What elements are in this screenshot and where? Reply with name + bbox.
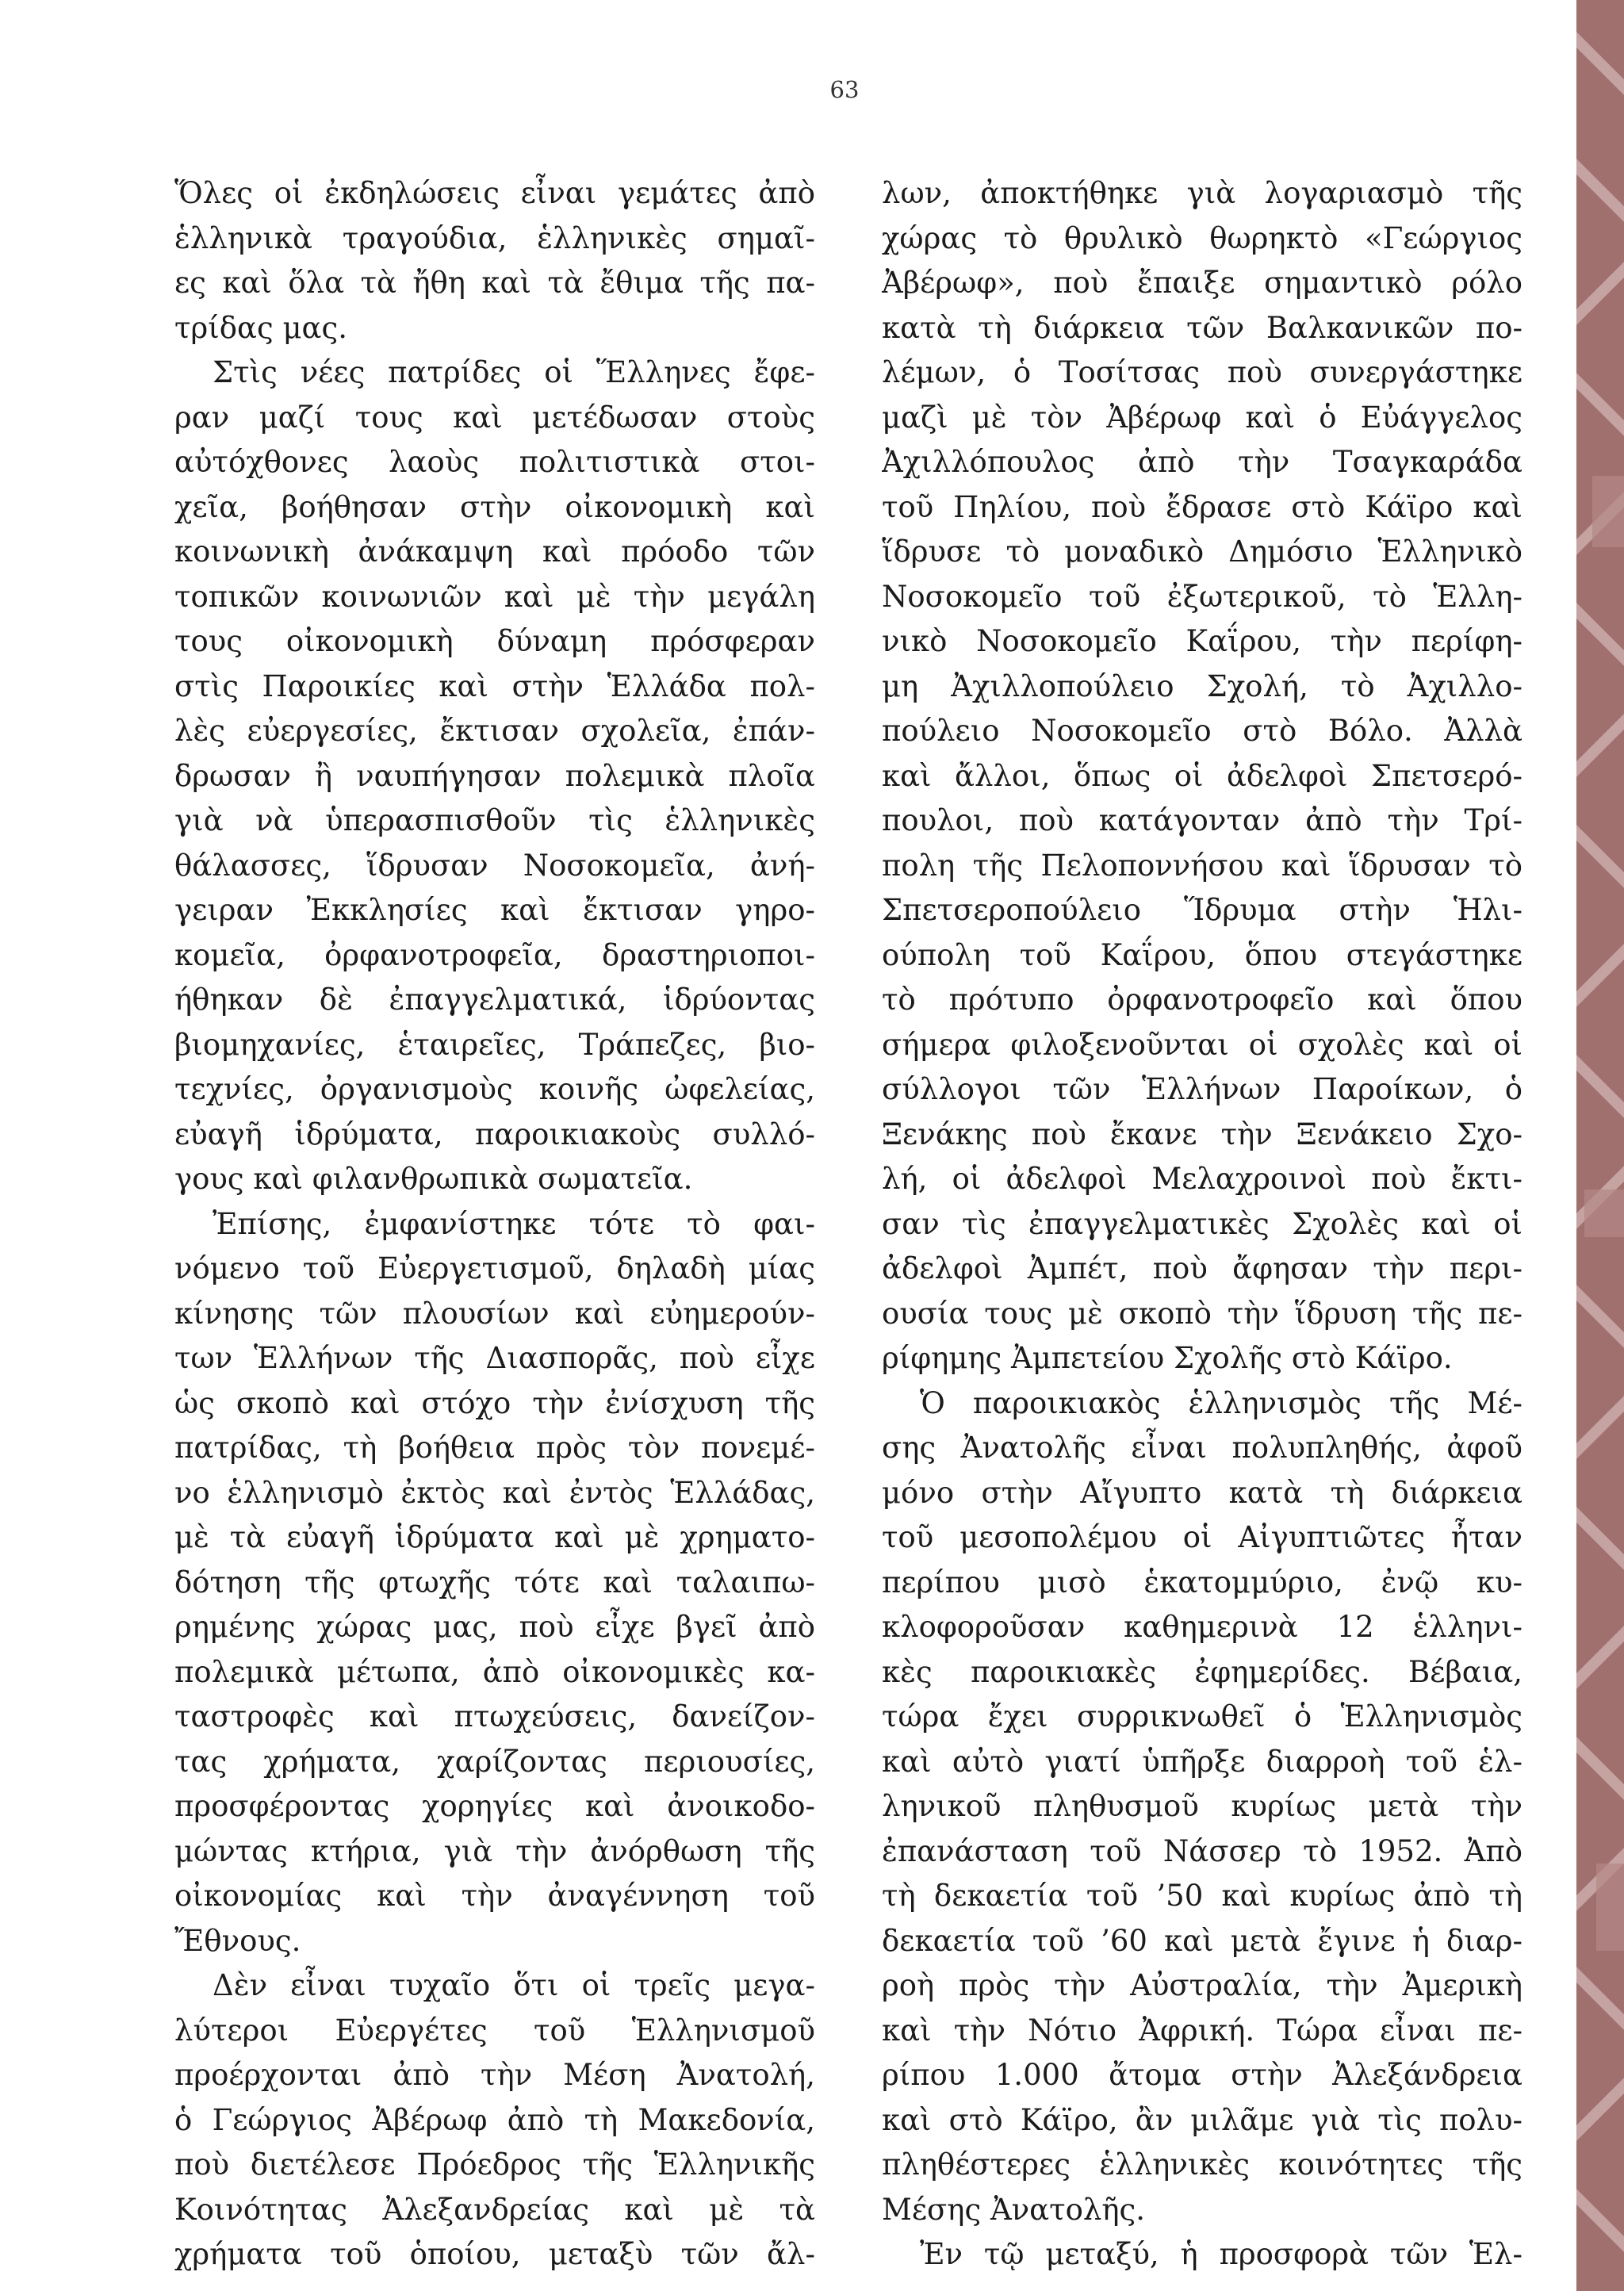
text-line: Ἀχιλλόπουλος ἀπὸ τὴν Τσαγκαράδα [882,445,1522,479]
text-line: κλοφοροῦσαν καθημερινὰ 12 ἑλληνι- [882,1610,1522,1644]
text-line: τοῦ Πηλίου, ποὺ ἔδρασε στὸ Κάϊρο καὶ [882,489,1522,524]
text-line: κοινωνικὴ ἀνάκαμψη καὶ πρόοδο τῶν [174,534,815,569]
text-line: ροὴ πρὸς τὴν Αὐστραλία, τὴν Ἀμερικὴ [882,1968,1522,2002]
text-line: ούπολη τοῦ Καΐρου, ὅπου στεγάστηκε [882,937,1522,972]
text-line: πούλειο Νοσοκομεῖο στὸ Βόλο. Ἀλλὰ [882,714,1522,748]
text-line: πατρίδας, τὴ βοήθεια πρὸς τὸν πονεμέ- [174,1431,815,1465]
text-line: λύτεροι Εὐεργέτες τοῦ Ἑλληνισμοῦ [174,2013,815,2048]
text-line: περίπου μισὸ ἑκατομμύριο, ἐνῷ κυ- [882,1565,1522,1599]
text-line: λὲς εὐεργεσίες, ἔκτισαν σχολεῖα, ἐπάν- [174,714,815,748]
text-line: δότηση τῆς φτωχῆς τότε καὶ ταλαιπω- [174,1565,815,1599]
text-line: μώντας κτήρια, γιὰ τὴν ἀνόρθωση τῆς [174,1833,815,1868]
text-line: ἑλληνικὰ τραγούδια, ἑλληνικὲς σημαῖ- [174,220,815,255]
text-line: κομεῖα, ὀρφανοτροφεῖα, δραστηριοποι- [174,937,815,972]
text-line: προέρχονται ἀπὸ τὴν Μέση Ἀνατολή, [174,2058,815,2092]
text-line: ρημένης χώρας μας, ποὺ εἶχε βγεῖ ἀπὸ [174,1610,815,1644]
text-line: σης Ἀνατολῆς εἶναι πολυπληθής, ἀφοῦ [882,1431,1522,1465]
text-line: Δὲν εἶναι τυχαῖο ὅτι οἱ τρεῖς μεγα- [213,1968,815,2002]
text-line: αὐτόχθονες λαοὺς πολιτιστικὰ στοι- [174,445,815,479]
text-line: ὡς σκοπὸ καὶ στόχο τὴν ἐνίσχυση τῆς [174,1385,815,1420]
text-line: ήθηκαν δὲ ἐπαγγελματικά, ἱδρύοντας [174,983,815,1017]
text-line: ρίπου 1.000 ἄτομα στὴν Ἀλεξάνδρεια [882,2058,1522,2092]
text-line: λή, οἱ ἀδελφοὶ Μελαχροινοὶ ποὺ ἔκτι- [882,1162,1522,1196]
text-line: ὁ Γεώργιος Ἀβέρωφ ἀπὸ τὴ Μακεδονία, [174,2102,815,2137]
text-line: γιὰ νὰ ὑπερασπισθοῦν τὶς ἑλληνικὲς [174,803,815,837]
text-line: μὲ τὰ εὐαγῆ ἱδρύματα καὶ μὲ χρηματο- [174,1520,815,1554]
text-line: Μέσης Ἀνατολῆς. [882,2192,1146,2227]
text-line: νικὸ Νοσοκομεῖο Καΐρου, τὴν περίφη- [882,624,1522,658]
text-line: Ἐν τῷ μεταξύ, ἡ προσφορὰ τῶν Ἑλ- [920,2237,1522,2271]
text-line: τὴ δεκαετία τοῦ ’50 καὶ κυρίως ἀπὸ τὴ [882,1879,1522,1913]
text-line: ἵδρυσε τὸ μοναδικὸ Δημόσιο Ἑλληνικὸ [882,534,1522,569]
text-line: τοῦ μεσοπολέμου οἱ Αἰγυπτιῶτες ἦταν [882,1520,1522,1554]
text-line: ραν μαζί τους καὶ μετέδωσαν στοὺς [174,400,815,435]
text-line: ληνικοῦ πληθυσμοῦ κυρίως μετὰ τὴν [882,1789,1522,1823]
text-line: Στὶς νέες πατρίδες οἱ Ἕλληνες ἔφε- [213,355,815,389]
text-line: τεχνίες, ὀργανισμοὺς κοινῆς ὠφελείας, [174,1072,815,1106]
text-line: Κοινότητας Ἀλεξανδρείας καὶ μὲ τὰ [174,2192,815,2227]
text-line: τρίδας μας. [174,310,347,345]
text-line: πολεμικὰ μέτωπα, ἀπὸ οἰκονομικὲς κα- [174,1654,815,1689]
text-line: σύλλογοι τῶν Ἑλλήνων Παροίκων, ὁ [882,1072,1522,1106]
text-line: Ἐπίσης, ἐμφανίστηκε τότε τὸ φαι- [213,1206,815,1241]
text-line: κίνησης τῶν πλουσίων καὶ εὐημερούν- [174,1296,815,1331]
text-line: μη Ἀχιλλοπούλειο Σχολή, τὸ Ἀχιλλο- [882,669,1522,703]
decorative-edge-band [1576,0,1624,2291]
text-line: ταστροφὲς καὶ πτωχεύσεις, δανείζον- [174,1699,815,1734]
text-line: κὲς παροικιακὲς ἐφημερίδες. Βέβαια, [882,1654,1522,1689]
text-line: πολη τῆς Πελοποννήσου καὶ ἵδρυσαν τὸ [882,848,1522,883]
decorative-pattern [1576,0,1624,2291]
text-line: λων, ἀποκτήθηκε γιὰ λογαριασμὸ τῆς [882,176,1522,210]
text-line: ρίφημης Ἀμπετείου Σχολῆς στὸ Κάϊρο. [882,1341,1453,1375]
text-line: τους οἰκονομικὴ δύναμη πρόσφεραν [174,624,815,658]
text-line: καὶ αὐτὸ γιατί ὑπῆρξε διαρροὴ τοῦ ἑλ- [882,1744,1522,1779]
text-line: δρωσαν ἢ ναυπήγησαν πολεμικὰ πλοῖα [174,758,815,793]
text-line: βιομηχανίες, ἑταιρεῖες, Τράπεζες, βιο- [174,1027,815,1062]
text-line: ουσία τους μὲ σκοπὸ τὴν ἵδρυση τῆς πε- [882,1296,1522,1331]
text-line: χρήματα τοῦ ὁποίου, μεταξὺ τῶν ἄλ- [174,2237,815,2271]
text-line: τας χρήματα, χαρίζοντας περιουσίες, [174,1744,815,1779]
text-line: καὶ τὴν Νότιο Ἀφρική. Τώρα εἶναι πε- [882,2013,1522,2048]
text-line: λέμων, ὁ Τοσίτσας ποὺ συνεργάστηκε [882,355,1522,389]
text-line: δεκαετία τοῦ ’60 καὶ μετὰ ἔγινε ἡ διαρ- [882,1923,1522,1958]
text-line: τὸ πρότυπο ὀρφανοτροφεῖο καὶ ὅπου [882,983,1522,1017]
text-line: γειραν Ἐκκλησίες καὶ ἔκτισαν γηρο- [174,893,815,927]
text-line: σαν τὶς ἐπαγγελματικὲς Σχολὲς καὶ οἱ [882,1206,1522,1241]
text-line: μαζὶ μὲ τὸν Ἀβέρωφ καὶ ὁ Εὐάγγελος [882,400,1522,435]
text-line: πουλοι, ποὺ κατάγονταν ἀπὸ τὴν Τρί- [882,803,1522,837]
text-line: Ὅλες οἱ ἐκδηλώσεις εἶναι γεμάτες ἀπὸ [174,176,815,210]
text-line: Ἔθνους. [174,1923,301,1958]
text-line: των Ἑλλήνων τῆς Διασπορᾶς, ποὺ εἶχε [174,1341,815,1375]
text-line: χώρας τὸ θρυλικὸ θωρηκτὸ «Γεώργιος [882,220,1522,255]
text-line: μόνο στὴν Αἴγυπτο κατὰ τὴ διάρκεια [882,1475,1522,1510]
text-line: νο ἑλληνισμὸ ἐκτὸς καὶ ἐντὸς Ἑλλάδας, [174,1475,815,1510]
text-line: νόμενο τοῦ Εὐεργετισμοῦ, δηλαδὴ μίας [174,1251,815,1285]
text-line: τώρα ἔχει συρρικνωθεῖ ὁ Ἑλληνισμὸς [882,1699,1522,1734]
text-line: προσφέροντας χορηγίες καὶ ἀνοικοδο- [174,1789,815,1823]
text-line: Ξενάκης ποὺ ἔκανε τὴν Ξενάκειο Σχο- [882,1117,1522,1151]
text-line: Σπετσεροπούλειο Ἵδρυμα στὴν Ἡλι- [882,893,1522,927]
text-line: Νοσοκομεῖο τοῦ ἐξωτερικοῦ, τὸ Ἑλλη- [882,579,1522,614]
text-line: στὶς Παροικίες καὶ στὴν Ἑλλάδα πολ- [174,669,815,703]
text-line: κατὰ τὴ διάρκεια τῶν Βαλκανικῶν πο- [882,310,1522,345]
text-column-left [174,171,815,2278]
text-line: καὶ ἄλλοι, ὅπως οἱ ἀδελφοὶ Σπετσερό- [882,758,1522,793]
page-number: 63 [829,76,860,103]
text-line: γους καὶ φιλανθρωπικὰ σωματεῖα. [174,1162,693,1196]
text-line: οἰκονομίας καὶ τὴν ἀναγέννηση τοῦ [174,1879,815,1913]
text-line: ποὺ διετέλεσε Πρόεδρος τῆς Ἑλληνικῆς [174,2147,815,2182]
text-line: ἐπανάσταση τοῦ Νάσσερ τὸ 1952. Ἀπὸ [882,1833,1522,1868]
text-line: χεῖα, βοήθησαν στὴν οἰκονομικὴ καὶ [174,489,815,524]
text-line: καὶ στὸ Κάϊρο, ἂν μιλᾶμε γιὰ τὶς πολυ- [882,2102,1522,2137]
text-line: εὐαγῆ ἱδρύματα, παροικιακοὺς συλλό- [174,1117,815,1151]
text-line: θάλασσες, ἵδρυσαν Νοσοκομεῖα, ἀνή- [174,848,815,883]
text-line: Ἀβέρωφ», ποὺ ἔπαιξε σημαντικὸ ρόλο [882,266,1522,300]
text-line: Ὁ παροικιακὸς ἑλληνισμὸς τῆς Μέ- [920,1385,1522,1420]
text-line: ἀδελφοὶ Ἀμπέτ, ποὺ ἄφησαν τὴν περι- [882,1251,1522,1285]
text-line: ες καὶ ὅλα τὰ ἤθη καὶ τὰ ἔθιμα τῆς πα- [174,266,815,300]
text-column-right [882,171,1522,2278]
text-line: σήμερα φιλοξενοῦνται οἱ σχολὲς καὶ οἱ [882,1027,1522,1062]
text-line: πληθέστερες ἑλληνικὲς κοινότητες τῆς [882,2147,1522,2182]
text-line: τοπικῶν κοινωνιῶν καὶ μὲ τὴν μεγάλη [174,579,815,614]
